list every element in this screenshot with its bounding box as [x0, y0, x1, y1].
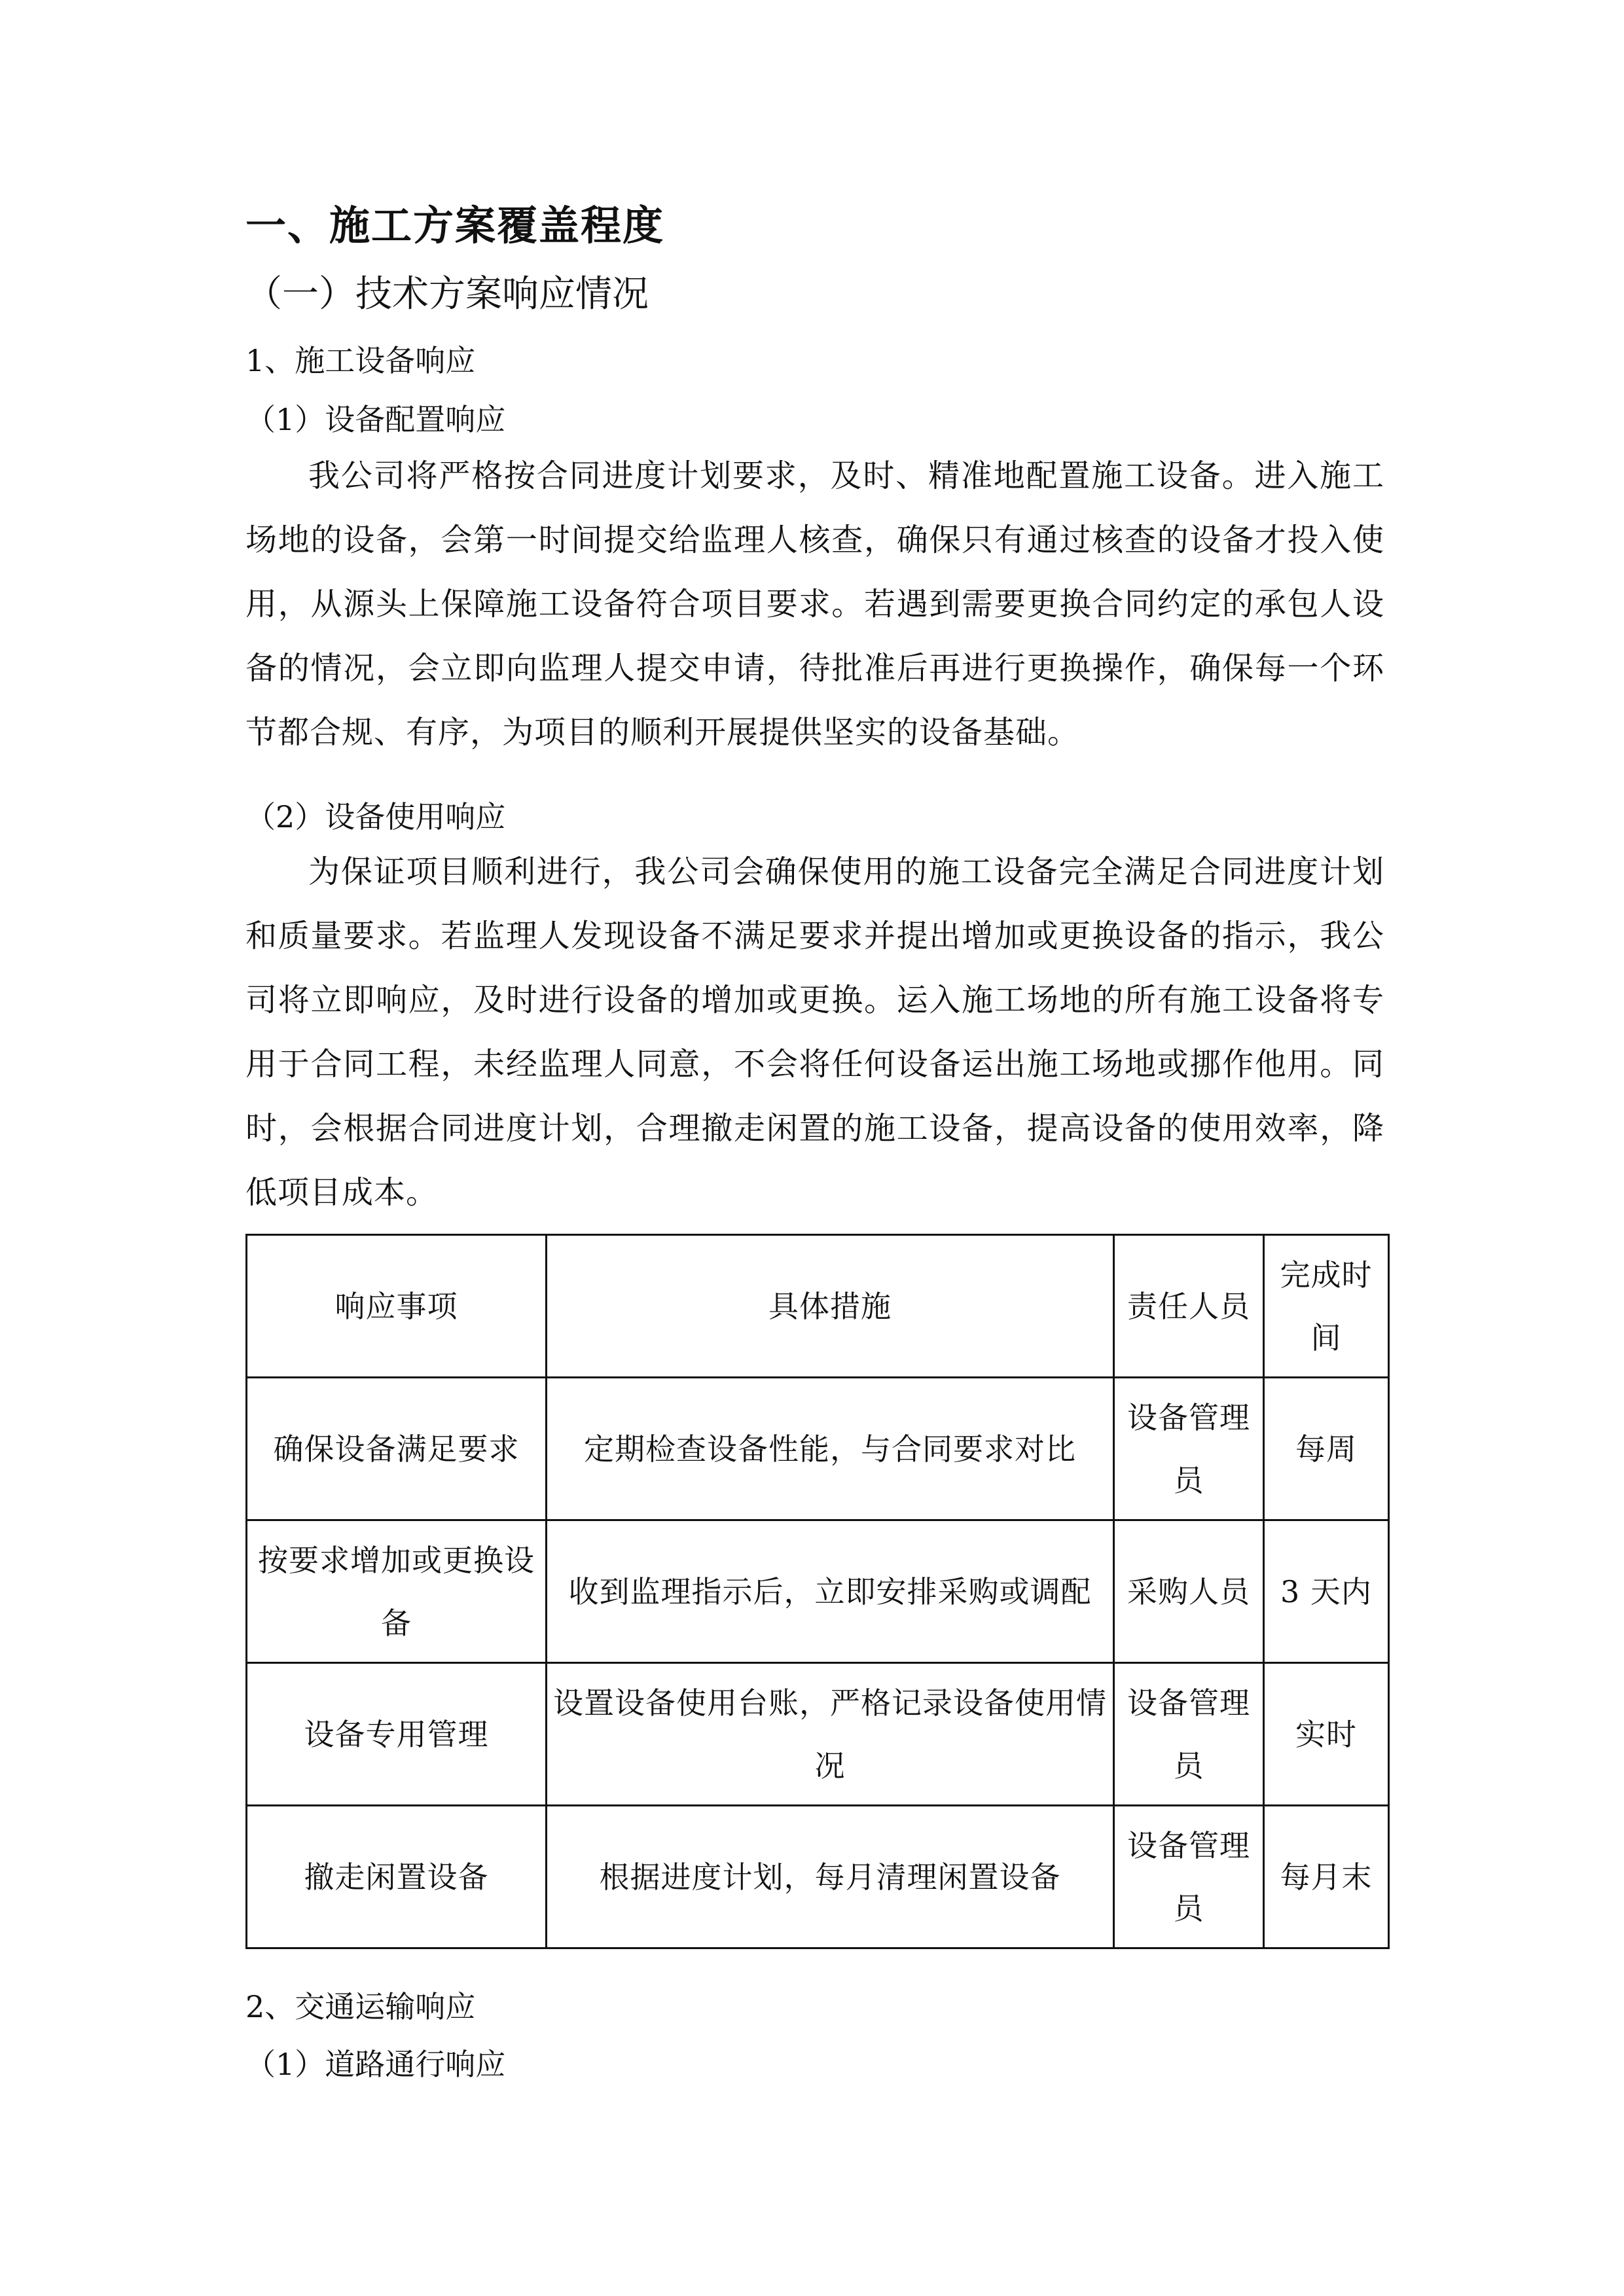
table-cell: 收到监理指示后，立即安排采购或调配 [547, 1520, 1114, 1663]
table-row [247, 1378, 1389, 1520]
paragraph-equipment-usage: 为保证项目顺利进行，我公司会确保使用的施工设备完全满足合同进度计划和质量要求。若监理人发现设备不满足要求并提出增加或更换设备的指示，我公司将立即响应，及时进行设备的增加或更换。运入施工场地的所有施工设备将专用于合同工程，未经监理人同意，不会将任何设备运出施工场地或挪作他用。同时，会根据合同进度计划，合理撤走闲置的施工设备，提高设备的使用效率，降低项目成本。 [245, 853, 1384, 1211]
heading-technical-response: （一）技术方案响应情况 [245, 273, 649, 315]
response-table [245, 1234, 1390, 1949]
subsection-road-access-title: （1）道路通行响应 [245, 2047, 506, 2082]
table-cell: 设置设备使用台账，严格记录设备使用情况 [547, 1663, 1114, 1806]
table-header-cell: 责任人员 [1114, 1235, 1264, 1378]
table-cell: 定期检查设备性能，与合同要求对比 [547, 1378, 1114, 1520]
table-header-cell: 响应事项 [247, 1235, 547, 1378]
subsection-equipment-usage-title: （2）设备使用响应 [245, 799, 506, 834]
table-cell: 确保设备满足要求 [247, 1378, 547, 1520]
subsection-equipment-config-title: （1）设备配置响应 [245, 402, 506, 437]
heading-construction-coverage: 一、施工方案覆盖程度 [245, 202, 665, 249]
table-cell: 设备专用管理 [247, 1663, 547, 1806]
paragraph-equipment-config: 我公司将严格按合同进度计划要求，及时、精准地配置施工设备。进入施工场地的设备，会第一时间提交给监理人核查，确保只有通过核查的设备才投入使用，从源头上保障施工设备符合项目要求。若遇到需要更换合同约定的承包人设备的情况，会立即向监理人提交申请，待批准后再进行更换操作，确保每一个环节都合规、有序，为项目的顺利开展提供坚实的设备基础。 [245, 457, 1384, 751]
table-cell: 根据进度计划，每月清理闲置设备 [547, 1806, 1114, 1948]
table-cell: 每月末 [1264, 1806, 1389, 1948]
table-cell: 按要求增加或更换设备 [247, 1520, 547, 1663]
table-cell: 设备管理员 [1114, 1378, 1264, 1520]
section-transport-response-title: 2、交通运输响应 [245, 1989, 476, 2024]
table-cell: 设备管理员 [1114, 1663, 1264, 1806]
table-cell: 实时 [1264, 1663, 1389, 1806]
table-cell: 3 天内 [1264, 1520, 1389, 1663]
table-row [247, 1806, 1389, 1948]
table-row [247, 1663, 1389, 1806]
table-cell: 撤走闲置设备 [247, 1806, 547, 1948]
table-header-cell: 完成时间 [1264, 1235, 1389, 1378]
section-equipment-response-title: 1、施工设备响应 [245, 343, 476, 378]
table-cell: 设备管理员 [1114, 1806, 1264, 1948]
table-header-cell: 具体措施 [547, 1235, 1114, 1378]
table-header-row [247, 1235, 1389, 1378]
table-row [247, 1520, 1389, 1663]
table-cell: 每周 [1264, 1378, 1389, 1520]
table-cell: 采购人员 [1114, 1520, 1264, 1663]
